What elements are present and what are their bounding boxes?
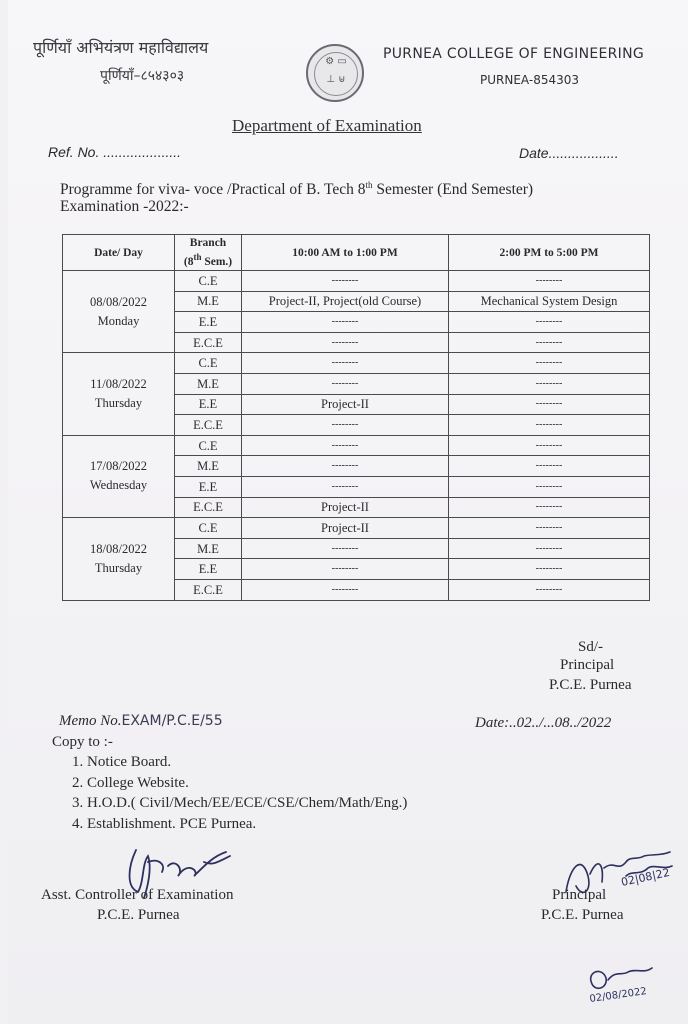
branch-cell: C.E <box>175 353 242 374</box>
header-date-day: Date/ Day <box>63 235 175 271</box>
schedule-table <box>62 234 650 601</box>
programme-line-1: Programme for viva- voce /Practical of B. Tech 8th Semester (End Semester) <box>60 180 534 199</box>
college-logo-icon: ⚙ ▭ ⊥ ⊎ <box>306 44 364 102</box>
exam-day: Thursday <box>94 560 143 575</box>
svg-text:02|08|22: 02|08|22 <box>619 865 671 889</box>
footer-principal-title: Principal <box>552 887 607 903</box>
afternoon-slot-cell: -------- <box>449 435 650 456</box>
afternoon-slot-cell: -------- <box>449 271 650 292</box>
exam-day: Wednesday <box>89 478 148 493</box>
list-item: 1. Notice Board. <box>72 754 172 770</box>
afternoon-slot-cell: -------- <box>449 415 650 436</box>
branch-cell: E.C.E <box>175 579 242 600</box>
afternoon-slot-cell: -------- <box>449 538 650 559</box>
copy-to-list <box>72 752 407 834</box>
branch-cell: C.E <box>175 435 242 456</box>
footer-principal-org: P.C.E. Purnea <box>541 907 624 923</box>
branch-cell: M.E <box>175 456 242 477</box>
afternoon-slot-cell: Mechanical System Design <box>449 291 650 312</box>
college-name: PURNEA COLLEGE OF ENGINEERING <box>383 46 645 62</box>
branch-cell: C.E <box>175 518 242 539</box>
college-name-hindi: पूर्णियाँ अभियंत्रण महाविद्यालय <box>33 38 209 57</box>
afternoon-slot-cell: -------- <box>449 373 650 394</box>
afternoon-slot-cell: -------- <box>449 332 650 353</box>
table-row <box>63 353 650 374</box>
afternoon-slot-cell: -------- <box>449 579 650 600</box>
date-day-cell <box>63 435 175 517</box>
morning-slot-cell: -------- <box>242 332 449 353</box>
morning-slot-cell: Project-II <box>242 394 449 415</box>
branch-cell: E.E <box>175 394 242 415</box>
afternoon-slot-cell: -------- <box>449 559 650 580</box>
programme-line-2: Examination -2022:- <box>60 198 189 215</box>
morning-slot-cell: -------- <box>242 476 449 497</box>
morning-slot-cell: -------- <box>242 456 449 477</box>
exam-date: 17/08/2022 <box>90 459 147 474</box>
afternoon-slot-cell: -------- <box>449 353 650 374</box>
afternoon-slot-cell: -------- <box>449 394 650 415</box>
branch-cell: M.E <box>175 291 242 312</box>
branch-cell: M.E <box>175 373 242 394</box>
afternoon-slot-cell: -------- <box>449 456 650 477</box>
table-row <box>63 518 650 539</box>
memo-handwritten-number: EXAM/P.C.E/55 <box>121 713 223 729</box>
branch-cell: E.E <box>175 312 242 333</box>
morning-slot-cell: -------- <box>242 435 449 456</box>
memo-date: Date:..02../...08../2022 <box>475 715 612 731</box>
college-address: PURNEA-854303 <box>480 73 579 87</box>
header-date: Date.................. <box>519 145 619 161</box>
memo-number: Memo No.EXAM/P.C.E/55 <box>59 713 223 729</box>
morning-slot-cell: -------- <box>242 271 449 292</box>
branch-cell: E.C.E <box>175 332 242 353</box>
afternoon-slot-cell: -------- <box>449 497 650 518</box>
afternoon-slot-cell: -------- <box>449 518 650 539</box>
signoff-org: P.C.E. Purnea <box>549 677 632 693</box>
morning-slot-cell: -------- <box>242 353 449 374</box>
exam-day: Monday <box>97 313 140 328</box>
list-item: 3. H.O.D.( Civil/Mech/EE/ECE/CSE/Chem/Math/Eng.) <box>72 795 408 811</box>
asst-controller-title: Asst. Controller of Examination <box>41 887 234 903</box>
morning-slot-cell: -------- <box>242 373 449 394</box>
date-day-cell <box>63 271 175 353</box>
list-item: 4. Establishment. PCE Purnea. <box>72 815 257 832</box>
department-title: Department of Examination <box>232 116 422 135</box>
exam-date: 08/08/2022 <box>90 294 147 309</box>
initials-signature <box>582 962 672 1008</box>
branch-cell: E.C.E <box>175 497 242 518</box>
morning-slot-cell: Project-II, Project(old Course) <box>242 291 449 312</box>
morning-slot-cell: -------- <box>242 415 449 436</box>
exam-day: Thursday <box>94 396 143 411</box>
ref-no: Ref. No. .................... <box>48 144 182 160</box>
date-day-cell <box>63 353 175 435</box>
copy-to-label: Copy to :- <box>52 734 113 750</box>
asst-controller-org: P.C.E. Purnea <box>97 907 180 923</box>
morning-slot-cell: -------- <box>242 312 449 333</box>
table-row <box>63 435 650 456</box>
college-address-hindi: पूर्णियाँ–८५४३०३ <box>100 68 185 84</box>
header-slot-morning: 10:00 AM to 1:00 PM <box>242 235 449 271</box>
header-slot-afternoon: 2:00 PM to 5:00 PM <box>449 235 650 271</box>
morning-slot-cell: -------- <box>242 579 449 600</box>
afternoon-slot-cell: -------- <box>449 476 650 497</box>
afternoon-slot-cell: -------- <box>449 312 650 333</box>
branch-cell: E.E <box>175 559 242 580</box>
morning-slot-cell: Project-II <box>242 497 449 518</box>
branch-cell: M.E <box>175 538 242 559</box>
date-day-cell <box>63 518 175 600</box>
morning-slot-cell: -------- <box>242 538 449 559</box>
svg-text:02/08/2022: 02/08/2022 <box>588 986 648 1005</box>
table-header-row <box>63 235 650 271</box>
branch-cell: E.E <box>175 476 242 497</box>
morning-slot-cell: Project-II <box>242 518 449 539</box>
list-item: 2. College Website. <box>72 774 189 791</box>
sd-mark: Sd/- <box>578 639 604 655</box>
branch-cell: C.E <box>175 271 242 292</box>
branch-cell: E.C.E <box>175 415 242 436</box>
header-branch: Branch (8th Sem.) <box>175 235 242 271</box>
table-row <box>63 271 650 292</box>
morning-slot-cell: -------- <box>242 559 449 580</box>
signoff-principal: Principal <box>560 657 615 673</box>
exam-date: 18/08/2022 <box>90 541 147 556</box>
exam-date: 11/08/2022 <box>90 377 147 392</box>
